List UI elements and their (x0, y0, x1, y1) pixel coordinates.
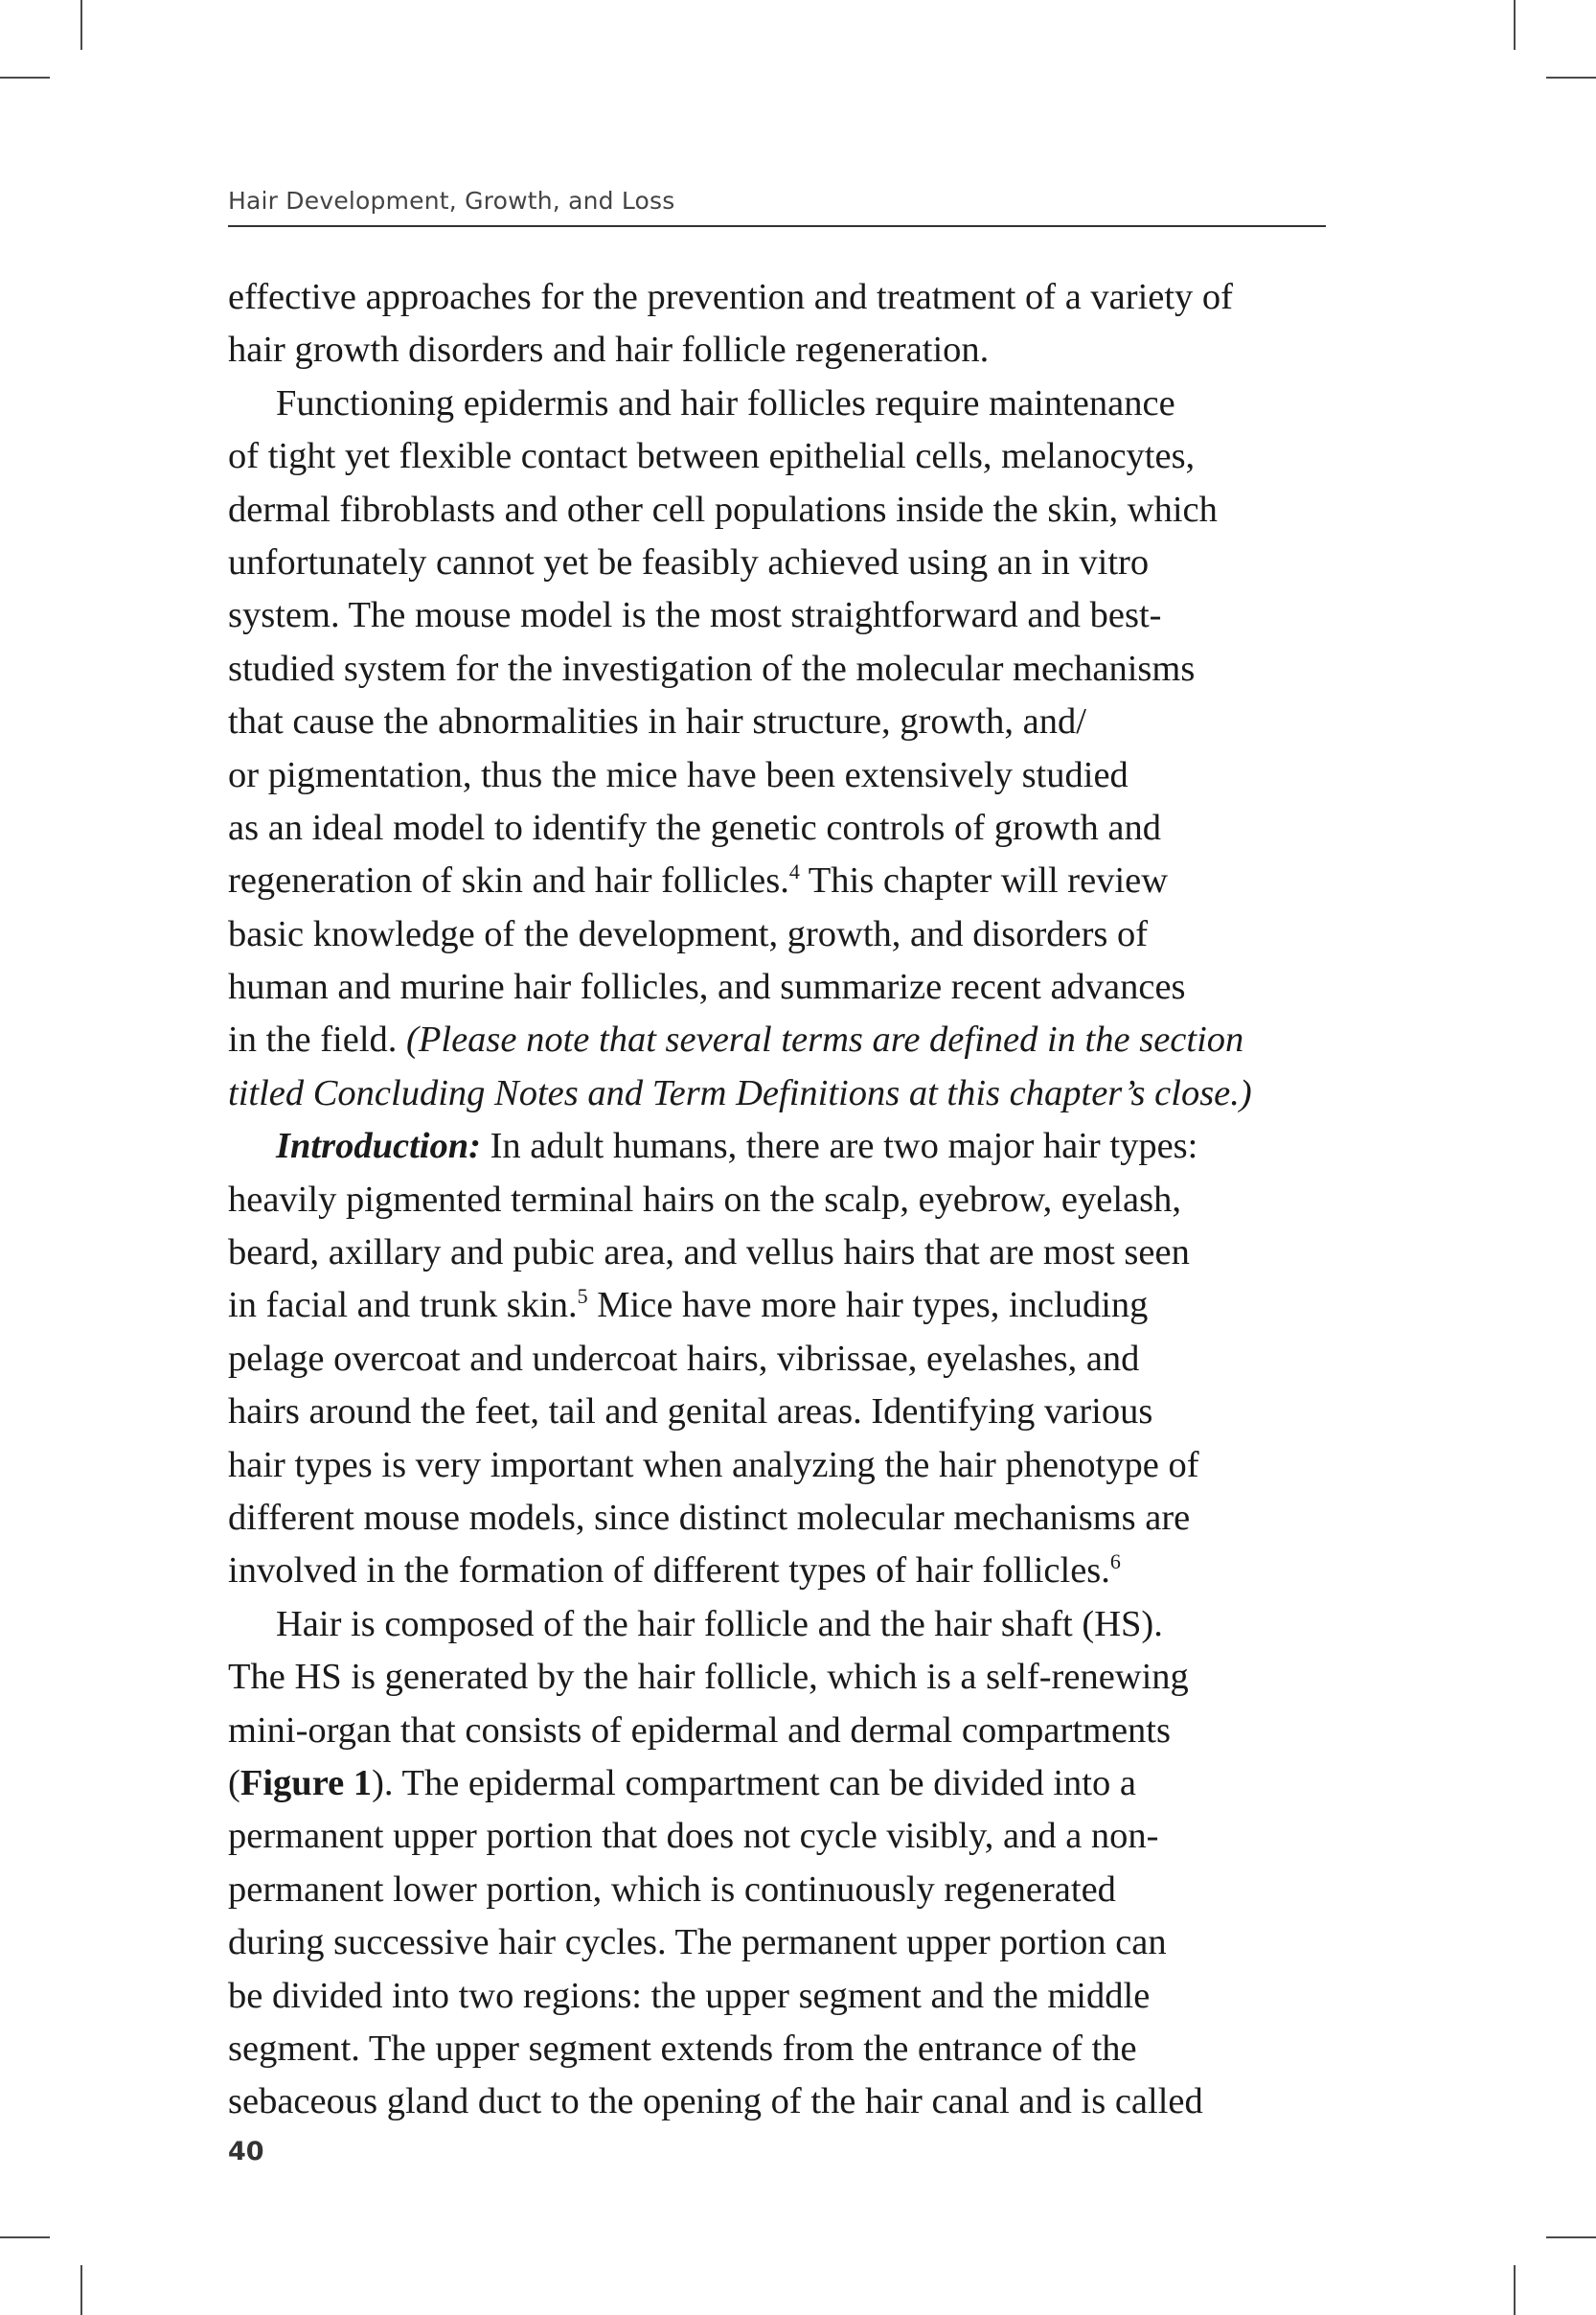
text-segment: In adult humans, there are two major hair types: (480, 1126, 1198, 1167)
text-line: human and murine hair follicles, and summarize recent advances (228, 967, 1186, 1008)
text-segment: ( (228, 1762, 240, 1803)
crop-mark-bottom-left-vertical (80, 2265, 82, 2315)
header-rule (228, 225, 1326, 227)
running-header: Hair Development, Growth, and Loss (228, 187, 675, 215)
text-line (228, 1014, 1330, 1066)
text-line: system. The mouse model is the most straightforward and best- (228, 595, 1162, 636)
section-lead: Introduction: (276, 1126, 481, 1167)
text-line (228, 1067, 1330, 1120)
text-segment: ). The epidermal compartment can be divided into a (372, 1762, 1136, 1803)
crop-mark-top-right-horizontal (1546, 77, 1596, 79)
text-line: basic knowledge of the development, growth, and disorders of (228, 913, 1149, 954)
reference-superscript: 4 (788, 860, 800, 884)
figure-reference: Figure 1 (239, 1762, 373, 1803)
text-line: unfortunately cannot yet be feasibly achieved using an in vitro (228, 541, 1150, 583)
text-segment: This chapter will review (799, 860, 1169, 902)
italic-note: (Please note that several terms are defined in the section (406, 1020, 1244, 1061)
text-segment: in the field. (228, 1020, 407, 1061)
crop-mark-bottom-right-vertical (1514, 2265, 1516, 2315)
text-line: of tight yet flexible contact between epithelial cells, melanocytes, (228, 436, 1196, 477)
text-line (228, 1545, 1330, 1597)
body-text (228, 271, 1330, 2129)
text-line: studied system for the investigation of the molecular mechanisms (228, 648, 1196, 689)
text-line: segment. The upper segment extends from the entrance of the (228, 2028, 1137, 2069)
text-segment: regeneration of skin and hair follicles. (228, 860, 789, 902)
text-line: dermal fibroblasts and other cell populations inside the skin, which (228, 489, 1218, 530)
text-line: as an ideal model to identify the genetic controls of growth and (228, 807, 1161, 848)
reference-superscript: 5 (577, 1284, 588, 1309)
text-line: hair types is very important when analyzing the hair phenotype of (228, 1444, 1199, 1485)
crop-mark-top-left-vertical (80, 0, 82, 50)
text-line: during successive hair cycles. The permanent upper portion can (228, 1922, 1167, 1963)
page-number: 40 (228, 2137, 264, 2166)
text-line: mini-organ that consists of epidermal and dermal compartments (228, 1709, 1171, 1751)
text-line: hairs around the feet, tail and genital areas. Identifying various (228, 1391, 1153, 1433)
text-segment: Mice have more hair types, including (587, 1285, 1149, 1326)
crop-mark-top-right-vertical (1514, 0, 1516, 50)
text-line: pelage overcoat and undercoat hairs, vibrissae, eyelashes, and (228, 1338, 1140, 1379)
text-line: Hair is composed of the hair follicle and the hair shaft (HS). (276, 1603, 1163, 1644)
text-segment: involved in the formation of different types of hair follicles. (228, 1550, 1110, 1592)
text-line: that cause the abnormalities in hair structure, growth, and/ (228, 701, 1086, 743)
text-line: sebaceous gland duct to the opening of the hair canal and is called (228, 2081, 1203, 2122)
text-line: beard, axillary and pubic area, and vellus hairs that are most seen (228, 1232, 1190, 1273)
text-line (228, 855, 1330, 907)
crop-mark-bottom-left-horizontal (0, 2236, 50, 2238)
text-segment: in facial and trunk skin. (228, 1285, 578, 1326)
text-line: hair growth disorders and hair follicle regeneration. (228, 330, 990, 371)
text-line: be divided into two regions: the upper segment and the middle (228, 1975, 1151, 2016)
text-line: Functioning epidermis and hair follicles require maintenance (276, 382, 1175, 424)
text-line: permanent upper portion that does not cycle visibly, and a non- (228, 1816, 1159, 1857)
text-line: or pigmentation, thus the mice have been extensively studied (228, 754, 1129, 795)
text-line: heavily pigmented terminal hairs on the scalp, eyebrow, eyelash, (228, 1179, 1181, 1220)
reference-superscript: 6 (1109, 1549, 1121, 1574)
text-line: effective approaches for the prevention and treatment of a variety of (228, 277, 1233, 317)
text-line: The HS is generated by the hair follicle, which is a self-renewing (228, 1657, 1189, 1698)
crop-mark-bottom-right-horizontal (1546, 2236, 1596, 2238)
text-line: different mouse models, since distinct molecular mechanisms are (228, 1497, 1191, 1538)
text-line (228, 1120, 1330, 1173)
text-line (228, 1757, 1330, 1810)
text-line: permanent lower portion, which is continuously regenerated (228, 1868, 1116, 1910)
text-line (228, 1279, 1330, 1332)
italic-note: titled Concluding Notes and Term Definitions at this chapter’s close.) (228, 1072, 1252, 1113)
crop-mark-top-left-horizontal (0, 77, 50, 79)
